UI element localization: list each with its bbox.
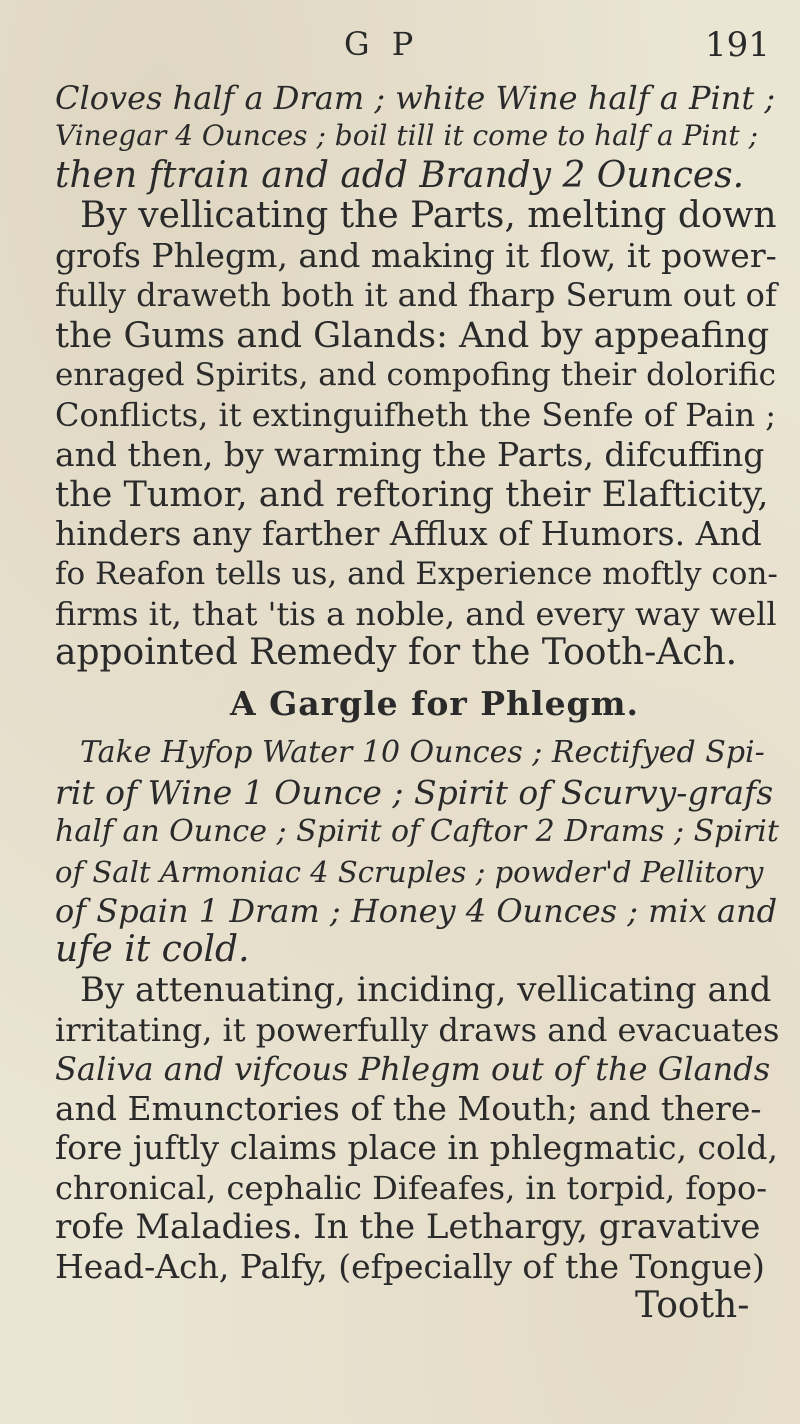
text-line: half an Ounce ; Spirit of Caftor 2 Drams ; Spirit (55, 814, 779, 849)
text-line: the Tumor, and reftoring their Elafticity, (55, 475, 769, 515)
signature-mark: G P (344, 25, 420, 63)
page-header (0, 25, 800, 65)
text-line: irritating, it powerfully draws and evacuates (55, 1011, 780, 1049)
page-number: 191 (705, 25, 770, 65)
text-line: grofs Phlegm, and making it flow, it power- (55, 236, 777, 275)
text-line: the Gums and Glands: And by appeafing (55, 316, 770, 356)
text-line: of Salt Armoniac 4 Scruples ; powder'd Pellitory (55, 855, 764, 889)
text-line: rit of Wine 1 Ounce ; Spirit of Scurvy-grafs (55, 773, 774, 812)
text-line: fo Reafon tells us, and Experience moftly con- (55, 556, 778, 592)
text-line: Conflicts, it extinguifheth the Senfe of Pain ; (55, 396, 777, 434)
text-line: By vellicating the Parts, melting down (80, 195, 777, 236)
text-line: enraged Spirits, and compofing their dolorific (55, 357, 776, 393)
text-line: Vinegar 4 Ounces ; boil till it come to half a Pint ; (55, 119, 759, 152)
text-line: hinders any farther Afflux of Humors. And (55, 514, 762, 553)
text-line: Head-Ach, Palfy, (efpecially of the Tongue) (55, 1247, 765, 1286)
text-line: and then, by warming the Parts, difcuffing (55, 435, 765, 474)
text-line: Saliva and vifcous Phlegm out of the Glands (55, 1050, 771, 1088)
text-line: appointed Remedy for the Tooth-Ach. (55, 632, 738, 673)
text-line: chronical, cephalic Difeafes, in torpid, fopo- (55, 1169, 768, 1207)
text-line: of Spain 1 Dram ; Honey 4 Ounces ; mix and (55, 892, 778, 930)
text-line: ufe it cold. (55, 929, 250, 970)
text-line: Cloves half a Dram ; white Wine half a Pint ; (55, 79, 776, 117)
text-line: firms it, that 'tis a noble, and every way well (55, 595, 777, 633)
text-line: then ftrain and add Brandy 2 Ounces. (55, 155, 745, 196)
section-heading: A Gargle for Phlegm. (230, 684, 640, 723)
text-line: fore juftly claims place in phlegmatic, cold, (55, 1128, 779, 1167)
catchword: Tooth- (635, 1285, 750, 1326)
text-line: By attenuating, inciding, vellicating and (80, 970, 772, 1010)
text-line: fully draweth both it and fharp Serum out of (55, 276, 777, 314)
text-line: rofe Maladies. In the Lethargy, gravative (55, 1207, 761, 1247)
text-line: and Emunctories of the Mouth; and there- (55, 1089, 762, 1128)
text-line: Take Hyfop Water 10 Ounces ; Rectifyed Spi- (80, 735, 765, 770)
